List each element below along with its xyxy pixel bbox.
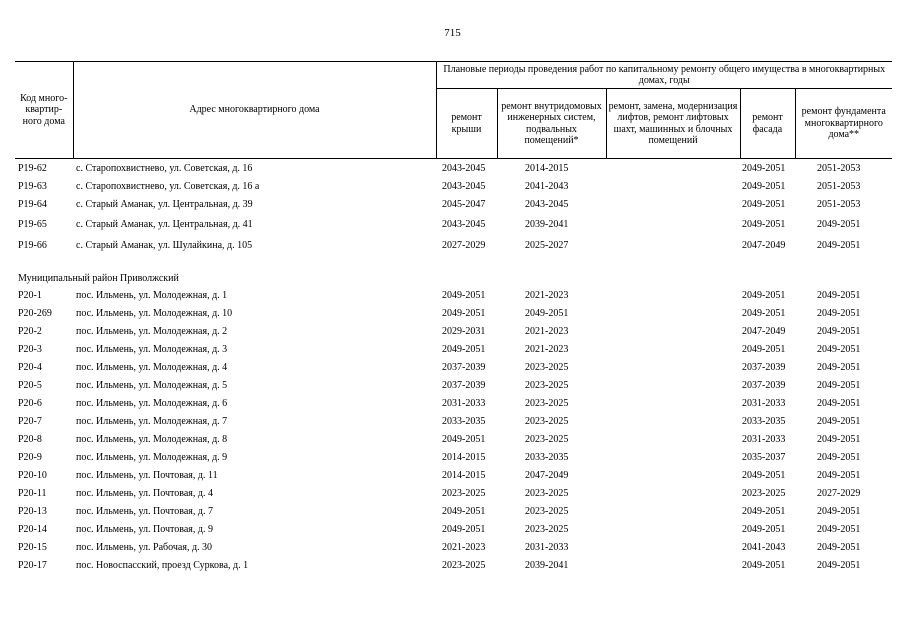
table-row — [15, 195, 892, 213]
cell-lift — [606, 538, 740, 556]
header-roof: ремонт крыши — [436, 89, 497, 159]
table-body — [15, 159, 892, 287]
cell-roof: 2029-2031 — [442, 325, 486, 337]
cell-address: пос. Ильмень, ул. Молодежная, д. 10 — [76, 307, 233, 319]
cell-address: пос. Ильмень, ул. Молодежная, д. 2 — [76, 325, 228, 337]
cell-engineering: 2033-2035 — [525, 451, 569, 463]
cell-address: пос. Ильмень, ул. Молодежная, д. 4 — [76, 361, 228, 373]
cell-engineering: 2025-2027 — [525, 240, 569, 251]
cell-facade: 2049-2051 — [742, 343, 786, 355]
cell-engineering: 2023-2025 — [525, 487, 569, 499]
table-row — [15, 286, 892, 304]
cell-lift — [606, 358, 740, 376]
cell-code: Р20-1 — [18, 289, 42, 301]
cell-engineering: 2023-2025 — [525, 415, 569, 427]
cell-code: Р19-62 — [18, 162, 47, 174]
cell-facade: 2041-2043 — [742, 541, 786, 553]
cell-roof: 2037-2039 — [442, 379, 486, 391]
cell-code: Р20-11 — [18, 487, 47, 499]
cell-roof: 2021-2023 — [442, 541, 486, 553]
header-facade: ремонт фасада — [740, 89, 795, 159]
cell-facade: 2033-2035 — [742, 415, 786, 427]
cell-roof: 2045-2047 — [442, 198, 486, 210]
cell-code: Р20-9 — [18, 451, 42, 463]
table-row — [15, 484, 892, 502]
cell-facade: 2049-2051 — [742, 307, 786, 319]
cell-roof: 2037-2039 — [442, 361, 486, 373]
cell-foundation: 2049-2051 — [817, 218, 861, 230]
cell-foundation: 2049-2051 — [817, 343, 861, 355]
cell-engineering: 2021-2023 — [525, 289, 569, 301]
table-row — [15, 538, 892, 556]
cell-code: Р20-269 — [18, 307, 52, 319]
cell-lift — [606, 448, 740, 466]
cell-address: пос. Ильмень, ул. Молодежная, д. 7 — [76, 415, 228, 427]
cell-facade: 2035-2037 — [742, 451, 786, 463]
table-row — [15, 358, 892, 376]
section-table-body — [15, 286, 892, 574]
cell-address: с. Старопохвистнево, ул. Советская, д. 16 — [76, 162, 253, 174]
cell-facade: 2031-2033 — [742, 397, 786, 409]
page-number: 715 — [444, 27, 461, 39]
cell-facade: 2031-2033 — [742, 433, 786, 445]
cell-foundation: 2051-2053 — [817, 162, 861, 174]
cell-lift — [606, 430, 740, 448]
cell-facade: 2047-2049 — [742, 240, 786, 251]
cell-code: Р19-63 — [18, 180, 47, 192]
table-row — [15, 520, 892, 538]
cell-engineering: 2023-2025 — [525, 433, 569, 445]
cell-code: Р20-2 — [18, 325, 42, 337]
cell-roof: 2049-2051 — [442, 523, 486, 535]
cell-facade: 2049-2051 — [742, 559, 786, 571]
capital-repair-schedule-table — [15, 61, 892, 574]
cell-address: пос. Ильмень, ул. Молодежная, д. 9 — [76, 451, 228, 463]
cell-engineering: 2023-2025 — [525, 523, 569, 535]
cell-code: Р20-6 — [18, 397, 42, 409]
cell-lift — [606, 376, 740, 394]
cell-address: пос. Ильмень, ул. Молодежная, д. 3 — [76, 343, 228, 355]
cell-foundation: 2049-2051 — [817, 379, 861, 391]
cell-facade: 2049-2051 — [742, 523, 786, 535]
cell-facade: 2049-2051 — [742, 180, 786, 192]
cell-lift — [606, 286, 740, 304]
cell-foundation: 2051-2053 — [817, 198, 861, 210]
cell-engineering: 2023-2025 — [525, 397, 569, 409]
cell-code: Р20-5 — [18, 379, 42, 391]
cell-roof: 2049-2051 — [442, 307, 486, 319]
cell-lift — [606, 412, 740, 430]
cell-roof: 2043-2045 — [442, 180, 486, 192]
cell-roof: 2023-2025 — [442, 559, 486, 571]
cell-roof: 2027-2029 — [442, 240, 486, 251]
cell-engineering: 2021-2023 — [525, 343, 569, 355]
cell-address: с. Старый Аманак, ул. Центральная, д. 41 — [76, 218, 253, 230]
table-row — [15, 502, 892, 520]
cell-address: пос. Ильмень, ул. Молодежная, д. 8 — [76, 433, 228, 445]
cell-engineering: 2021-2023 — [525, 325, 569, 337]
cell-code: Р20-4 — [18, 361, 42, 373]
cell-foundation: 2049-2051 — [817, 505, 861, 517]
cell-facade: 2049-2051 — [742, 218, 786, 230]
cell-roof: 2014-2015 — [442, 469, 486, 481]
cell-code: Р20-3 — [18, 343, 42, 355]
table-row — [15, 394, 892, 412]
cell-code: Р20-17 — [18, 559, 47, 571]
cell-foundation: 2049-2051 — [817, 523, 861, 535]
header-foundation: ремонт фундамента многоквартирного дома** — [795, 89, 892, 159]
cell-foundation: 2049-2051 — [817, 415, 861, 427]
header-code: Код много-квартир-ного дома — [15, 62, 73, 159]
cell-roof: 2049-2051 — [442, 343, 486, 355]
cell-foundation: 2049-2051 — [817, 289, 861, 301]
table-row — [15, 322, 892, 340]
cell-lift — [606, 394, 740, 412]
cell-facade: 2037-2039 — [742, 379, 786, 391]
table-row — [15, 448, 892, 466]
table-row — [15, 304, 892, 322]
table-row — [15, 412, 892, 430]
cell-facade: 2037-2039 — [742, 361, 786, 373]
cell-facade: 2049-2051 — [742, 198, 786, 210]
cell-code: Р19-65 — [18, 218, 47, 230]
cell-engineering: 2039-2041 — [525, 559, 569, 571]
table-row — [15, 340, 892, 358]
table-row — [15, 235, 892, 256]
cell-address: с. Старый Аманак, ул. Центральная, д. 39 — [76, 198, 253, 210]
header-address: Адрес многоквартирного дома — [73, 62, 436, 159]
cell-engineering: 2049-2051 — [525, 307, 569, 319]
cell-foundation: 2049-2051 — [817, 397, 861, 409]
section-title: Муниципальный район Приволжский — [18, 273, 179, 284]
cell-address: пос. Ильмень, ул. Почтовая, д. 7 — [76, 505, 213, 517]
cell-lift — [606, 484, 740, 502]
cell-code: Р20-8 — [18, 433, 42, 445]
cell-foundation: 2049-2051 — [817, 451, 861, 463]
cell-lift — [606, 177, 740, 195]
cell-facade: 2049-2051 — [742, 505, 786, 517]
cell-address: пос. Ильмень, ул. Почтовая, д. 4 — [76, 487, 213, 499]
cell-foundation: 2049-2051 — [817, 559, 861, 571]
cell-code: Р20-15 — [18, 541, 47, 553]
cell-facade: 2047-2049 — [742, 325, 786, 337]
cell-address: пос. Ильмень, ул. Рабочая, д. 30 — [76, 541, 213, 553]
cell-roof: 2014-2015 — [442, 451, 486, 463]
cell-roof: 2049-2051 — [442, 433, 486, 445]
cell-lift — [606, 556, 740, 574]
cell-engineering: 2047-2049 — [525, 469, 569, 481]
cell-lift — [606, 322, 740, 340]
cell-lift — [606, 195, 740, 213]
cell-code: Р20-13 — [18, 505, 47, 517]
cell-facade: 2049-2051 — [742, 469, 786, 481]
cell-roof: 2049-2051 — [442, 505, 486, 517]
cell-address: с. Старопохвистнево, ул. Советская, д. 16 а — [76, 180, 260, 192]
table-row — [15, 466, 892, 484]
cell-foundation: 2049-2051 — [817, 240, 861, 251]
cell-foundation: 2027-2029 — [817, 487, 861, 499]
cell-code: Р19-66 — [18, 240, 47, 251]
table-header — [15, 62, 892, 159]
cell-lift — [606, 159, 740, 178]
cell-address: пос. Ильмень, ул. Почтовая, д. 11 — [76, 469, 218, 481]
header-engineering: ремонт внутридомовых инженерных систем, подвальных помещений* — [497, 89, 606, 159]
cell-facade: 2049-2051 — [742, 289, 786, 301]
cell-engineering: 2039-2041 — [525, 218, 569, 230]
cell-address: пос. Ильмень, ул. Молодежная, д. 6 — [76, 397, 228, 409]
cell-lift — [606, 304, 740, 322]
cell-foundation: 2051-2053 — [817, 180, 861, 192]
cell-foundation: 2049-2051 — [817, 361, 861, 373]
cell-roof: 2023-2025 — [442, 487, 486, 499]
cell-engineering: 2014-2015 — [525, 162, 569, 174]
cell-facade: 2049-2051 — [742, 162, 786, 174]
cell-engineering: 2031-2033 — [525, 541, 569, 553]
cell-lift — [606, 466, 740, 484]
cell-engineering: 2041-2043 — [525, 180, 569, 192]
cell-engineering: 2023-2025 — [525, 379, 569, 391]
cell-roof: 2043-2045 — [442, 218, 486, 230]
cell-foundation: 2049-2051 — [817, 433, 861, 445]
table-row — [15, 159, 892, 178]
cell-roof: 2031-2033 — [442, 397, 486, 409]
cell-address: пос. Ильмень, ул. Молодежная, д. 1 — [76, 289, 228, 301]
cell-foundation: 2049-2051 — [817, 307, 861, 319]
cell-roof: 2033-2035 — [442, 415, 486, 427]
cell-code: Р19-64 — [18, 198, 47, 210]
cell-lift — [606, 340, 740, 358]
cell-code: Р20-14 — [18, 523, 47, 535]
cell-address: с. Старый Аманак, ул. Шулайкина, д. 105 — [76, 240, 253, 251]
cell-lift — [606, 213, 740, 235]
table-row — [15, 556, 892, 574]
table-row — [15, 376, 892, 394]
table-row — [15, 430, 892, 448]
cell-code: Р20-10 — [18, 469, 47, 481]
cell-foundation: 2049-2051 — [817, 541, 861, 553]
cell-roof: 2043-2045 — [442, 162, 486, 174]
cell-address: пос. Ильмень, ул. Молодежная, д. 5 — [76, 379, 228, 391]
cell-code: Р20-7 — [18, 415, 42, 427]
table-row — [15, 213, 892, 235]
cell-engineering: 2043-2045 — [525, 198, 569, 210]
header-lift: ремонт, замена, модернизация лифтов, ремонт лифтовых шахт, машинных и блочных помещений — [606, 89, 740, 159]
cell-lift — [606, 502, 740, 520]
cell-facade: 2023-2025 — [742, 487, 786, 499]
cell-foundation: 2049-2051 — [817, 325, 861, 337]
header-periods: Плановые периоды проведения работ по капитальному ремонту общего имущества в многоквартирных домах, годы — [436, 62, 892, 89]
cell-foundation: 2049-2051 — [817, 469, 861, 481]
cell-lift — [606, 520, 740, 538]
cell-address: пос. Новоспасский, проезд Суркова, д. 1 — [76, 559, 249, 571]
section-row — [15, 256, 892, 286]
table-row — [15, 177, 892, 195]
cell-engineering: 2023-2025 — [525, 361, 569, 373]
cell-roof: 2049-2051 — [442, 289, 486, 301]
cell-engineering: 2023-2025 — [525, 505, 569, 517]
cell-lift — [606, 235, 740, 256]
cell-address: пос. Ильмень, ул. Почтовая, д. 9 — [76, 523, 213, 535]
